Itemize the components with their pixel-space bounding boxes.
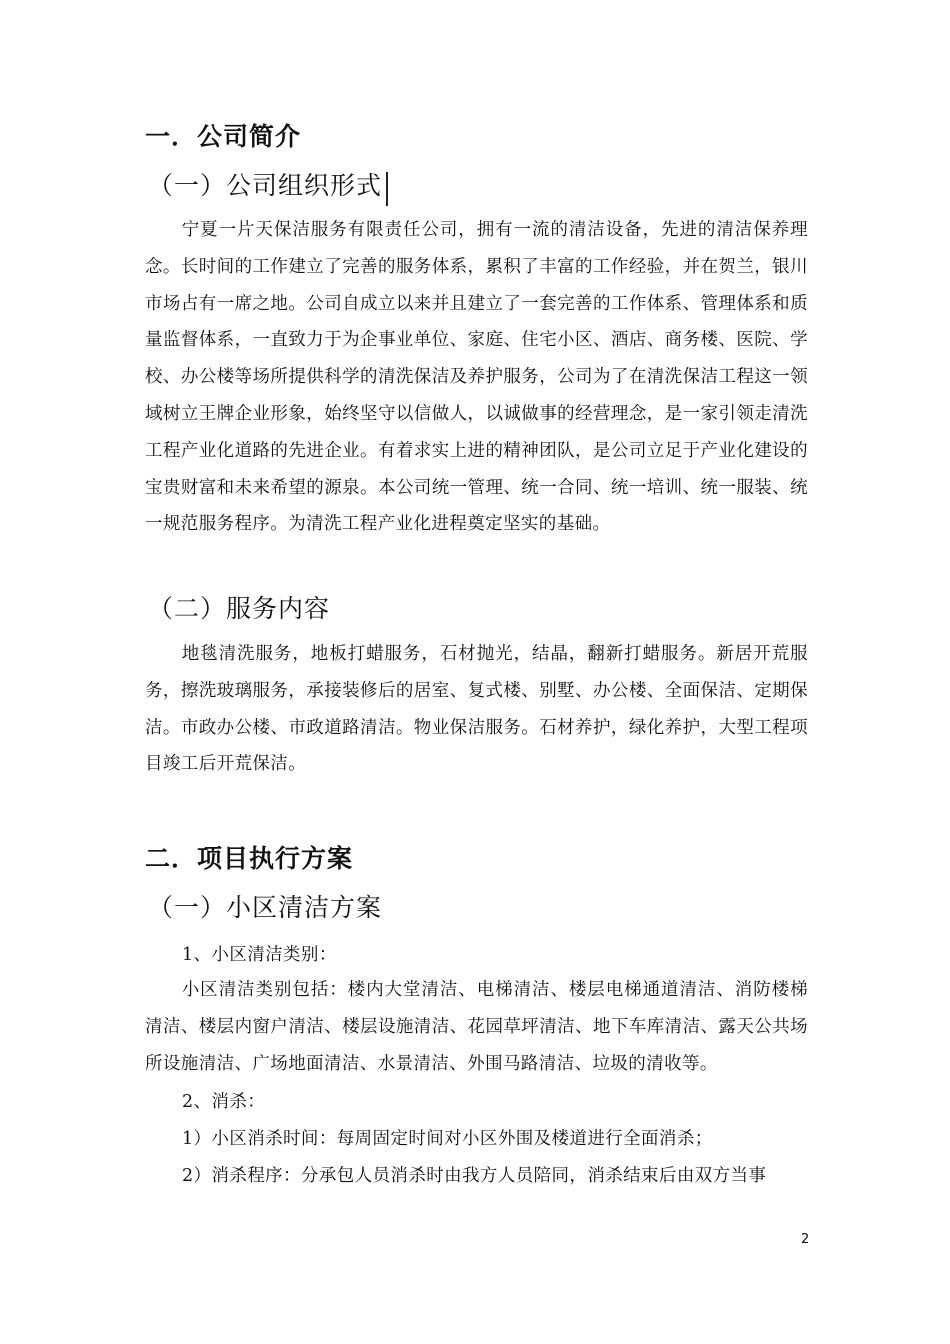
section-1-2-body: 地毯清洗服务，地板打蜡服务，石材抛光，结晶，翻新打蜡服务。新居开荒服务，擦洗玻璃服务，承接装修后的居室、复式楼、别墅、办公楼、全面保洁、定期保洁。市政办公楼、市政道路清洁。物业保洁服务。石材养护，绿化养护，大型工程项目竣工后开荒保洁。 [145, 644, 808, 775]
text-cursor [386, 172, 388, 206]
item-2-line-2: 2）消杀程序：分承包人员消杀时由我方人员陪同，消杀结束后由双方当事 [182, 1166, 767, 1186]
item-1-heading: 1、小区清洁类别： [182, 945, 337, 965]
page-number: 2 [801, 1232, 810, 1247]
section-1-2-title: （二）服务内容 [148, 594, 331, 623]
section-1-title: 一．公司简介 [145, 122, 302, 151]
item-2-heading: 2、消杀： [182, 1092, 266, 1112]
item-2-line-1: 1）小区消杀时间：每周固定时间对小区外围及楼道进行全面消杀； [182, 1129, 713, 1149]
section-2-title: 二．项目执行方案 [145, 844, 354, 873]
section-1-1-body: 宁夏一片天保洁服务有限责任公司，拥有一流的清洁设备，先进的清洁保养理念。长时间的工作建立了完善的服务体系，累积了丰富的工作经验，并在贺兰，银川市场占有一席之地。公司自成立以来并且建立了一套完善的工作体系、管理体系和质量监督体系，一直致力于为企事业单位、家庭、住宅小区、酒店、商务楼、医院、学校、办公楼等场所提供科学的清洗保洁及养护服务，公司为了在清洗保洁工程这一领域树立王牌企业形象，始终坚守以信做人，以诚做事的经营理念，是一家引领走清洗工程产业化道路的先进企业。有着求实上进的精神团队，是公司立足于产业化建设的宝贵财富和未来希望的源泉。本公司统一管理、统一合同、统一培训、统一服装、统一规范服务程序。为清洗工程产业化进程奠定坚实的基础。 [145, 220, 808, 535]
section-2-1-title: （一）小区清洁方案 [148, 893, 383, 922]
item-1-body: 小区清洁类别包括：楼内大堂清洁、电梯清洁、楼层电梯通道清洁、消防楼梯清洁、楼层内窗户清洁、楼层设施清洁、花园草坪清洁、地下车库清洁、露天公共场所设施清洁、广场地面清洁、水景清洁、外围马路清洁、垃圾的清收等。 [145, 980, 808, 1074]
section-1-1-title: （一）公司组织形式 [148, 171, 383, 200]
